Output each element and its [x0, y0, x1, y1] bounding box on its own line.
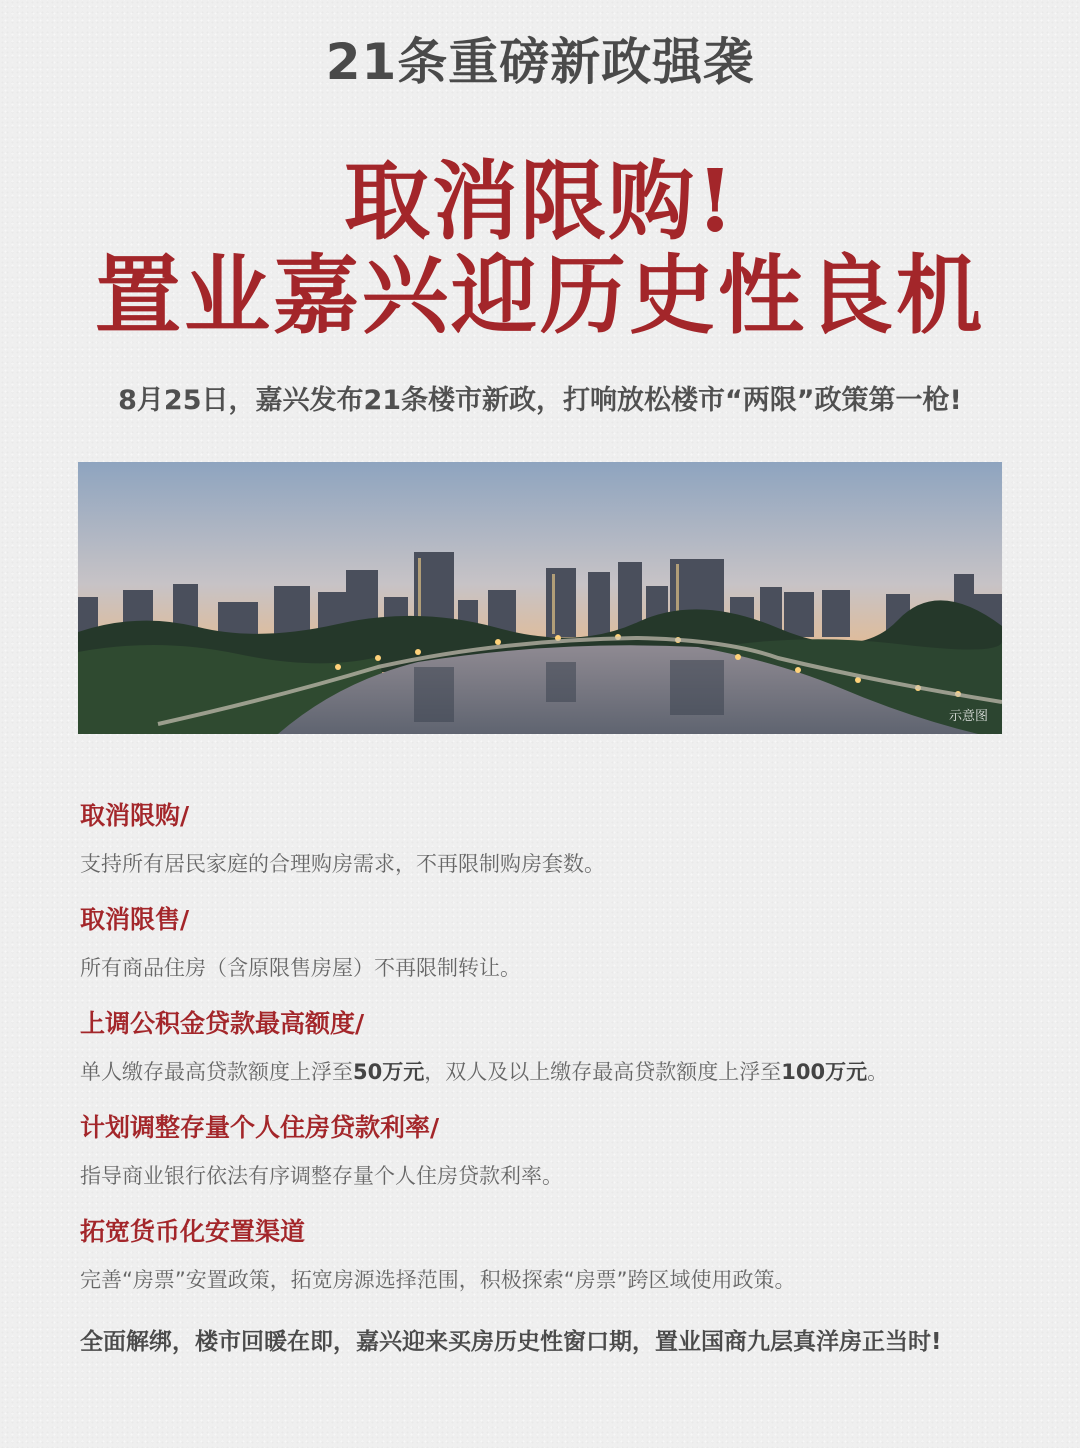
policy-desc: 指导商业银行依法有序调整存量个人住房贷款利率。: [80, 1164, 563, 1188]
policy-desc: 所有商品住房（含原限售房屋）不再限制转让。: [80, 956, 521, 980]
headline-line-2: 置业嘉兴迎历史性良机: [95, 245, 985, 346]
policy-list: [80, 796, 1000, 1316]
policy-item: [80, 1212, 1000, 1316]
policy-title: 取消限售/: [80, 905, 190, 934]
policy-title: 上调公积金贷款最高额度/: [80, 1009, 365, 1038]
policy-title: 取消限购/: [80, 801, 190, 830]
kicker-title: 21条重磅新政强袭: [325, 33, 755, 91]
lead-paragraph: 8月25日，嘉兴发布21条楼市新政，打响放松楼市“两限”政策第一枪!: [118, 385, 962, 416]
policy-item: [80, 796, 1000, 900]
policy-title: 计划调整存量个人住房贷款利率/: [80, 1113, 440, 1142]
policy-item: [80, 900, 1000, 1004]
policy-item: [80, 1108, 1000, 1212]
photo-caption: 示意图: [948, 709, 988, 724]
policy-desc: 支持所有居民家庭的合理购房需求，不再限制购房套数。: [80, 852, 605, 876]
policy-item: [80, 1004, 1000, 1108]
closing-statement: 全面解绑，楼市回暖在即，嘉兴迎来买房历史性窗口期，置业国商九层真洋房正当时!: [80, 1329, 942, 1355]
policy-title: 拓宽货币化安置渠道: [80, 1217, 306, 1246]
headline-line-1: 取消限购!: [344, 151, 736, 252]
city-skyline-photo: [78, 462, 1002, 734]
policy-desc: 完善“房票”安置政策，拓宽房源选择范围，积极探索“房票”跨区域使用政策。: [80, 1268, 796, 1292]
policy-desc: 单人缴存最高贷款额度上浮至50万元，双人及以上缴存最高贷款额度上浮至100万元。: [80, 1060, 889, 1084]
